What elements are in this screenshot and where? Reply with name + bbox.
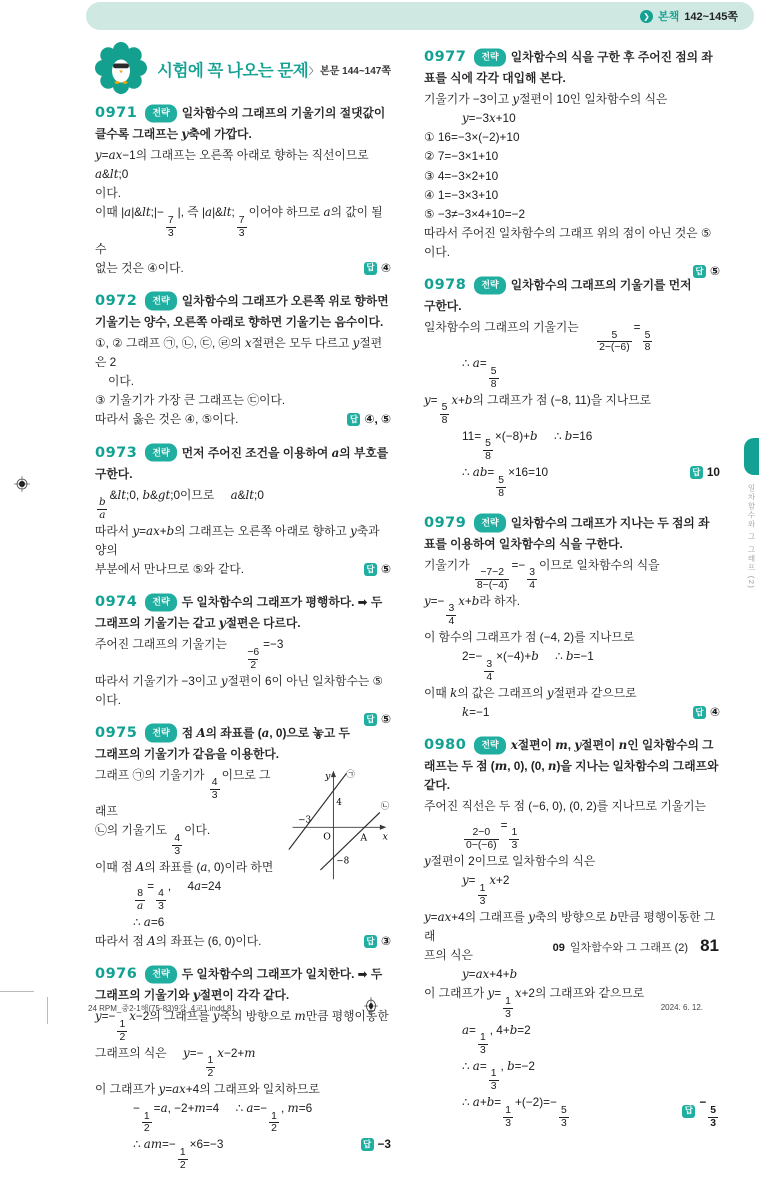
solution-line: 부분에서 만나므로 ⑤와 같다. 답 ⑤	[95, 560, 391, 579]
strategy-badge: 전략	[145, 593, 176, 611]
figure-container	[287, 766, 391, 888]
fraction: $\frac{8}{a}$	[137, 888, 144, 913]
problem-number: 0971	[95, 105, 138, 121]
solution-line: $\frac{b}{a}$ &lt;0, b&gt;0이므로 a&lt;0	[99, 487, 264, 521]
solution-line: 따라서 y=ax+b의 그래프는 오른쪽 아래로 향하고 y축과 양의	[95, 523, 380, 558]
problem-header	[95, 963, 391, 1005]
problem-0973	[95, 442, 391, 580]
solution-line: ⑤ −3≠−3×4+10=−2	[424, 206, 526, 221]
problem-header	[424, 46, 720, 88]
problem-header	[424, 512, 720, 554]
answer	[361, 1135, 391, 1154]
print-date: 2024. 6. 12.	[660, 1003, 703, 1012]
answer-badge: 답	[690, 466, 703, 479]
fraction: $\frac{5}{8}$	[490, 365, 497, 390]
chevron-right-icon: 〉	[309, 66, 319, 76]
answer-badge: 답	[693, 265, 706, 278]
fraction: $\frac{5}{3}$	[560, 1104, 567, 1129]
solution-line: 11= $\frac{5}{8}$ ×(−8)+b ∴ b=16	[462, 429, 593, 463]
solution-line: y=− $\frac{1}{2}$ x−2의 그래프를 y축의 방향으로 m만큼 평행이동한	[95, 1009, 389, 1043]
answer	[364, 932, 391, 951]
fraction: $\frac{3}{4}$	[529, 567, 536, 592]
chapter-number: 09	[552, 942, 565, 954]
answer-badge: 답	[682, 1105, 695, 1118]
strategy-badge: 전략	[474, 736, 505, 754]
strategy-badge: 전략	[474, 514, 505, 532]
problem-0977	[424, 46, 720, 279]
fraction: $\frac{3}{4}$	[448, 603, 455, 628]
fraction: $\frac{5}{8}$	[644, 329, 651, 354]
solution-line: 이 그래프가 y= $\frac{1}{3}$ x+2의 그래프와 같으므로	[424, 986, 645, 1020]
fraction: $\frac{1}{2}$	[179, 1146, 186, 1171]
solution-line: y= $\frac{1}{3}$ x+2	[462, 873, 510, 907]
print-file-info: 24 RPM_중2-1해(75-83)9강_4교1.indd 81	[88, 1004, 236, 1013]
answer-badge: 답	[347, 413, 360, 426]
answer	[364, 710, 391, 729]
solution-line: 그래프 ㉠의 기울기가 $\frac{4}{3}$ 이므로 그래프	[95, 767, 271, 819]
problem-0974	[95, 591, 391, 726]
problem-0971	[95, 102, 391, 278]
solution-line: k=−1 답 ④	[462, 703, 720, 722]
figure-yintercept2-label: −8	[336, 856, 350, 867]
strategy-text: 일차함수의 그래프가 오른쪽 위로 향하면 기울기는 양수, 오른쪽 아래로 향하면 기울기는 음수이다.	[95, 293, 389, 330]
problem-number: 0975	[95, 724, 138, 741]
answer-badge: 답	[364, 935, 377, 948]
problem-header	[424, 734, 720, 795]
strategy-text: 두 일차함수의 그래프가 일치한다. ➡ 두 그래프의 기울기와 y절편이 각각 같다.	[95, 967, 383, 1003]
solution-line: $\frac{2-0}{0-(-6)}$ = $\frac{1}{3}$	[466, 818, 518, 852]
fraction: $\frac{3}{4}$	[486, 658, 493, 683]
problem-0978	[424, 274, 720, 500]
problem-header	[95, 722, 391, 764]
solution-line: − $\frac{1}{2}$ =a, −2+m=4 ∴ a=− $\frac{1}{2}$ , m=6	[133, 1101, 313, 1135]
strategy-text: 먼저 주어진 조건을 이용하여 a의 부호를 구한다.	[95, 445, 389, 481]
solution-line: ∴ a= $\frac{5}{8}$	[462, 356, 497, 390]
fraction: $\frac{-7-2}{8-(-4)}$	[476, 567, 508, 592]
section-title: 시험에 꼭 나오는 문제	[157, 62, 309, 80]
problem-header	[424, 274, 720, 316]
answer	[682, 1093, 720, 1129]
chapter-side-tab-label: 일차함수와 그 그래프 (2)	[747, 484, 756, 590]
strategy-text: 일차함수의 그래프의 기울기의 절댓값이 클수록 그래프는 y축에 가깝다.	[95, 106, 386, 142]
answer	[690, 463, 720, 482]
fraction: $\frac{1}{3}$	[505, 995, 511, 1020]
fraction: $\frac{7}{3}$	[238, 214, 245, 239]
crop-mark-vertical	[47, 997, 48, 1024]
solution-line: y=− $\frac{3}{4}$ x+b라 하자.	[424, 594, 521, 628]
right-column	[424, 46, 720, 1141]
strategy-text: 일차함수의 그래프가 지나는 두 점의 좌표를 이용하여 일차함수의 식을 구한다.	[424, 515, 710, 551]
problem-number: 0972	[95, 292, 138, 309]
solution-line: 일차함수의 그래프의 기울기는 $\frac{5}{2-(-6)}$ = $\frac{5}{8}$	[424, 320, 651, 354]
problem-0980	[424, 734, 720, 1129]
fraction: $\frac{5}{3}$	[710, 1104, 716, 1129]
figure-y-label: y	[325, 770, 331, 782]
chapter-side-tab	[744, 438, 759, 475]
solution-line: y=ax+4+b	[462, 967, 518, 982]
fraction: $\frac{4}{3}$	[211, 777, 218, 802]
answer	[693, 703, 720, 722]
answer-value: ⑤	[381, 562, 391, 577]
answer-value: ④	[381, 260, 391, 275]
strategy-badge: 전략	[145, 292, 176, 310]
solution-line: 2=− $\frac{3}{4}$ ×(−4)+b ∴ b=−1	[462, 649, 594, 683]
figure-xintercept-label: −3	[298, 815, 312, 826]
solution-line: 이다.	[108, 374, 135, 389]
solution-line: 이다.	[95, 186, 122, 201]
registration-mark-center	[364, 997, 378, 1015]
figure-origin-label: O	[323, 831, 331, 843]
figure-yintercept1-label: 4	[336, 797, 342, 808]
solution-line: 프의 식은	[424, 948, 473, 962]
problem-number: 0973	[95, 444, 138, 461]
problem-0979	[424, 512, 720, 722]
problem-number: 0980	[424, 737, 467, 753]
strategy-badge: 전략	[474, 48, 505, 66]
strategy-badge: 전략	[145, 444, 176, 462]
banner-book-label: 본책	[657, 11, 680, 23]
solution-line: 따라서 주어진 일차함수의 그래프 위의 점이 아닌 것은 ⑤이다.	[424, 225, 712, 259]
solution-line: 주어진 직선은 두 점 (−6, 0), (0, 2)를 지나므로 기울기는	[424, 798, 706, 813]
answer	[364, 259, 391, 278]
problem-0972	[95, 290, 391, 430]
solution-line: y=ax+4의 그래프를 y축의 방향으로 b만큼 평행이동한 그래	[424, 909, 716, 943]
fraction: $\frac{5}{8}$	[441, 402, 448, 427]
fraction: $\frac{1}{2}$	[143, 1110, 150, 1135]
solution-line: y절편이 2이므로 일차함수의 식은	[424, 854, 596, 869]
registration-mark-left	[14, 476, 30, 492]
strategy-text: 일차함수의 그래프의 기울기를 먼저 구한다.	[424, 278, 692, 314]
answer-value: ⑤	[381, 711, 391, 726]
solution-line: y=−3x+10	[462, 111, 516, 126]
strategy-badge: 전략	[145, 965, 176, 983]
strategy-badge: 전략	[145, 724, 176, 742]
figure-x-label: x	[382, 831, 388, 843]
solution-line: 없는 것은 ④이다. 답 ④	[95, 259, 391, 278]
solution-line: 그래프의 식은 y=− $\frac{1}{2}$ x−2+m	[95, 1045, 256, 1080]
fraction: $\frac{1}{3}$	[490, 1068, 497, 1093]
fraction: $\frac{5}{2-(-6)}$	[599, 329, 630, 354]
fraction: $\frac{7}{3}$	[167, 214, 174, 239]
solution-line: ①, ② 그래프 ㉠, ㉡, ㉢, ㉣의 x절편은 모두 다르고 y절편은 2	[95, 335, 383, 370]
figure-line2-tag: ㉡	[380, 800, 390, 811]
section-header	[95, 40, 391, 96]
solution-line: ③ 기울기가 가장 큰 그래프는 ㉢이다.	[95, 393, 286, 408]
solution-line: ① 16=−3×(−2)+10	[424, 130, 520, 145]
fraction: $\frac{5}{8}$	[498, 474, 505, 499]
fraction: $\frac{5}{8}$	[485, 438, 491, 463]
problem-header	[95, 442, 391, 484]
solution-line: ∴ a+b= $\frac{1}{3}$ +(−2)=− $\frac{5}{3}$ 답 − $\frac{5}{3}$	[462, 1093, 720, 1129]
parallel-lines-graph	[287, 766, 391, 883]
answer	[347, 410, 391, 429]
solution-line: ④ 1=−3×3+10	[424, 187, 499, 202]
problem-header	[95, 591, 391, 633]
solution-line: 따라서 점 A의 좌표는 (6, 0)이다. 답 ③	[95, 932, 391, 951]
problem-number: 0978	[424, 277, 467, 294]
fraction: $\frac{1}{2}$	[207, 1055, 214, 1080]
solution-line: ∴ am=− $\frac{1}{2}$ ×6=−3 답 −3	[133, 1137, 391, 1171]
solution-line: 이때 k의 값은 그래프의 y절편과 같으므로	[424, 685, 637, 700]
arrow-circle-icon: ❯	[640, 10, 653, 23]
answer	[693, 262, 720, 281]
problem-number: 0976	[95, 966, 138, 983]
answer	[364, 560, 391, 579]
answer-value: − $\frac{5}{3}$	[699, 1095, 716, 1129]
strategy-text: 일차함수의 식을 구한 후 주어진 점의 좌표를 식에 각각 대입해 본다.	[424, 50, 713, 86]
section-reference	[309, 62, 391, 77]
section-ref-text: 본문 144~147쪽	[320, 66, 391, 77]
fraction: $\frac{1}{3}$	[511, 827, 518, 852]
solution-line: y=ax−1의 그래프는 오른쪽 아래로 향하는 직선이므로 a&lt;0	[95, 148, 369, 182]
solution-line: y= $\frac{5}{8}$ x+b의 그래프가 점 (−8, 11)을 지나므로	[424, 392, 652, 427]
graph-line-1	[289, 770, 347, 849]
problem-header	[95, 290, 391, 332]
problem-header	[95, 102, 391, 144]
figure-point-a-label: A	[360, 832, 368, 844]
fraction: $\frac{1}{3}$	[479, 882, 486, 907]
chapter-title: 일차함수와 그 그래프 (2)	[569, 942, 689, 954]
strategy-text: x절편이 m, y절편이 n인 일차함수의 그래프는 두 점 (m, 0), (0, n)을 지나는 일차함수의 그래프와 같다.	[424, 738, 719, 793]
answer-badge: 답	[364, 563, 377, 576]
solution-line: ② 7=−3×1+10	[424, 149, 499, 164]
problem-0976	[95, 963, 391, 1171]
strategy-badge: 전략	[145, 104, 176, 122]
solution-line: 이때 |a|&lt;|− $\frac{7}{3}$ |, 즉 |a|&lt; $\frac{7}{3}$ 이어야 하므로 a의 값이 될 수	[95, 205, 383, 256]
solution-line: 이 함수의 그래프가 점 (−4, 2)를 지나므로	[424, 630, 635, 645]
left-column	[95, 102, 391, 1184]
answer-badge: 답	[693, 706, 706, 719]
answer-value: −3	[377, 1137, 391, 1152]
solution-line: 이때 점 A의 좌표를 (a, 0)이라 하면	[95, 859, 274, 874]
solution-line: ③ 4=−3×2+10	[424, 168, 499, 183]
problem-number: 0979	[424, 514, 467, 531]
solution-line: ∴ ab= $\frac{5}{8}$ ×16=10 답 10	[462, 465, 720, 499]
crop-mark-horizontal	[0, 991, 34, 992]
top-banner	[86, 2, 754, 30]
answer-value: ③	[381, 934, 391, 949]
banner-page-range: 142~145쪽	[684, 11, 738, 23]
fraction: $\frac{1}{2}$	[271, 1110, 277, 1135]
page-number: 81	[700, 936, 719, 955]
penguin-mascot-icon	[95, 42, 147, 94]
fraction: $\frac{4}{3}$	[158, 888, 164, 913]
fraction: $\frac{1}{3}$	[479, 1031, 486, 1056]
problem-0975	[95, 722, 391, 951]
problem-number: 0974	[95, 594, 138, 611]
solution-line: a= $\frac{1}{3}$ , 4+b=2	[462, 1022, 531, 1056]
fraction: $\frac{1}{3}$	[505, 1104, 511, 1129]
solution-line: 기울기가 −3이고 y절편이 10인 일차함수의 식은	[424, 92, 668, 107]
solution-line: 주어진 그래프의 기울기는 $\frac{-6}{2}$ =−3	[95, 637, 284, 671]
fraction: $\frac{b}{a}$	[99, 496, 106, 521]
strategy-text: 두 일차함수의 그래프가 평행하다. ➡ 두 그래프의 기울기는 같고 y절편은 다르다.	[95, 595, 383, 631]
answer-badge: 답	[361, 1138, 374, 1151]
fraction: $\frac{2-0}{0-(-6)}$	[466, 827, 497, 852]
answer-value: ④, ⑤	[364, 412, 391, 427]
answer-badge: 답	[364, 262, 377, 275]
figure-line1-tag: ㉠	[346, 769, 355, 780]
solution-line: 기울기가 $\frac{-7-2}{8-(-4)}$ =− $\frac{3}{4}$ 이므로 일차함수의 식을	[424, 557, 660, 592]
solution-line: 따라서 기울기가 −3이고 y절편이 6이 아닌 일차함수는 ⑤이다.	[95, 673, 384, 707]
fraction: $\frac{1}{2}$	[119, 1018, 126, 1043]
solution-line: ㉡의 기울기도 $\frac{4}{3}$ 이다.	[95, 823, 211, 857]
answer-value: ④	[710, 704, 720, 719]
problem-number: 0977	[424, 49, 467, 65]
answer-badge: 답	[364, 713, 377, 726]
solution-line: 이 그래프가 y=ax+4의 그래프와 일치하므로	[95, 1081, 320, 1096]
solution-line: 따라서 옳은 것은 ④, ⑤이다. 답 ④, ⑤	[95, 410, 391, 429]
solution-line: ∴ a= $\frac{1}{3}$ , b=−2	[462, 1058, 535, 1093]
strategy-badge: 전략	[474, 276, 505, 294]
strategy-text: 점 A의 좌표를 (a, 0)으로 놓고 두 그래프의 기울기가 같음을 이용한다.	[95, 725, 350, 762]
fraction: $\frac{4}{3}$	[174, 832, 181, 857]
solution-line: $\frac{8}{a}$ = $\frac{4}{3}$ , 4a=24	[137, 878, 222, 913]
fraction: $\frac{-6}{2}$	[247, 646, 260, 671]
answer-value: 10	[706, 465, 720, 480]
solution-line: ∴ a=6	[133, 915, 165, 930]
chapter-footer	[553, 936, 719, 956]
answer-value: ⑤	[710, 264, 720, 279]
